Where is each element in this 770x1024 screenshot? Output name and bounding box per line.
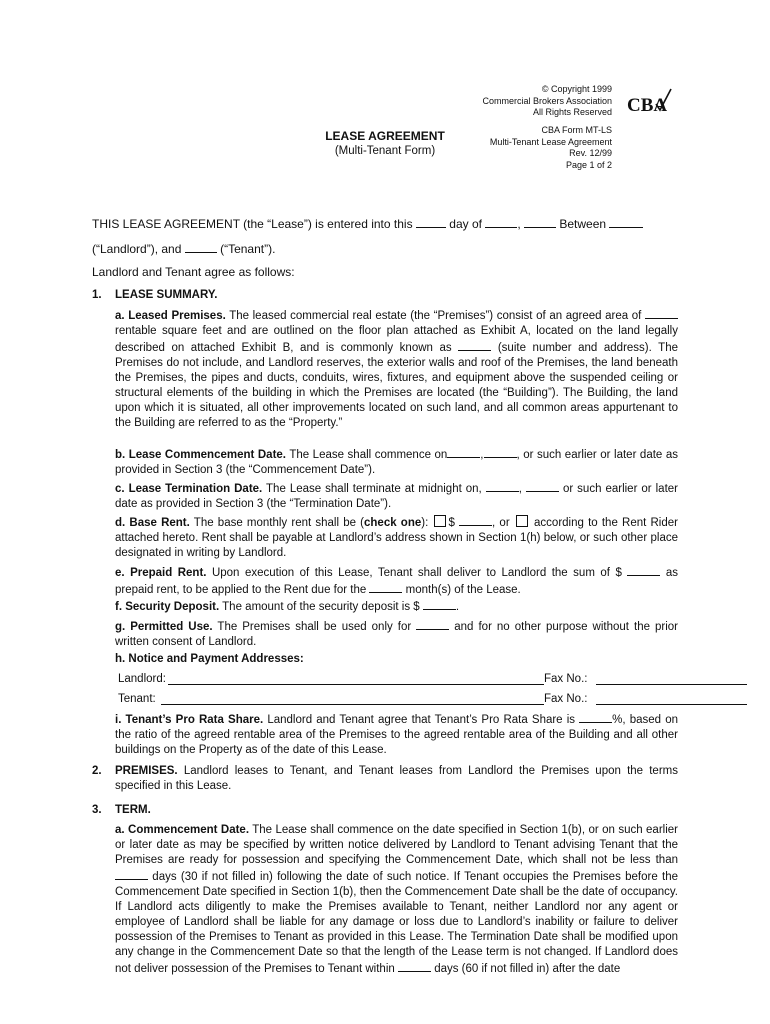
copyright-line: All Rights Reserved	[532, 107, 612, 117]
termination-year-field[interactable]	[526, 480, 559, 492]
clause-text: The Lease shall commence on the date specified in Section 1(b), or on such earlier or later date as may be specified by written notice delivered by Landlord to Tenant advising Tenant that the Premises are ready for possession and specifying the Commencement Date, which shall not be less than	[115, 824, 678, 866]
intro-text: THIS LEASE AGREEMENT (the “Lease”) is entered into this	[92, 217, 413, 231]
intro-text: day of	[449, 217, 482, 231]
prepaid-rent-field[interactable]	[627, 564, 660, 576]
form-info-line: Rev. 12/99	[569, 148, 612, 158]
intro-text: (“Landlord”), and	[92, 242, 182, 256]
landlord-address-field[interactable]	[168, 684, 544, 685]
check-one-label: check one	[364, 517, 422, 529]
tenant-name-field[interactable]	[185, 241, 217, 253]
tenant-fax-field[interactable]	[596, 704, 747, 705]
clause-text: days (60 if not filled in) after the date	[434, 963, 621, 975]
tenant-address-field[interactable]	[161, 704, 544, 705]
intro-line-3: Landlord and Tenant agree as follows:	[92, 265, 295, 279]
clause-permitted-use	[115, 618, 678, 650]
clause-heading: b. Lease Commencement Date.	[115, 449, 287, 461]
clause-text: , or	[492, 517, 510, 529]
commencement-date-field[interactable]	[447, 446, 480, 458]
clause-text: The leased commercial real estate (the “Premises”) consist of an agreed area of	[225, 310, 642, 322]
clause-text: Upon execution of this Lease, Tenant shall deliver to Landlord the sum of $	[206, 567, 622, 579]
landlord-address-label: Landlord:	[118, 673, 166, 685]
intro-text: Between	[559, 217, 607, 231]
clause-pro-rata-share	[115, 711, 678, 758]
notice-days-field[interactable]	[115, 868, 148, 880]
clause-termination-date: c. Lease Termination Date. The Lease shall terminate at midnight on, , or such earlier or later date as provided in Section 3 (the “Termination Date”).	[115, 480, 678, 512]
clause-text: .	[455, 601, 460, 613]
clause-security-deposit	[115, 598, 678, 615]
form-info-line: Page 1 of 2	[565, 159, 612, 170]
clause-text: days (30 if not filled in) following the date of such notice. If Tenant occupies the Premises before the Commencement Date specified in Section 1(b), then the Commencement Date shall be the date of occupancy. If Landlord acts diligently to make the Premises available to Tenant, neither Landlord nor any agent or employee of Landlord shall be liable for any damage or loss due to Landlord’s inability or failure to deliver possession of the Premises to Tenant as provided in this Lease. The Termination Date shall be modified upon any change in the Commencement Date so that the length of the Lease term is not changed. If Landlord does not deliver possession of the Premises to Tenant within	[115, 871, 678, 975]
clause-heading: d. Base Rent.	[115, 517, 190, 529]
document-title: LEASE AGREEMENT	[325, 129, 445, 143]
cba-logo	[626, 86, 672, 118]
intro-line-1	[92, 216, 643, 232]
clause-text: month(s) of the Lease.	[405, 584, 521, 596]
year-field[interactable]	[524, 216, 556, 228]
cba-logo-text: CBA	[627, 95, 668, 116]
copyright-line: Commercial Brokers Association	[482, 95, 612, 106]
clause-base-rent	[115, 514, 678, 561]
termination-date-field[interactable]	[486, 480, 519, 492]
clause-heading: e. Prepaid Rent.	[115, 567, 207, 579]
base-rent-amount-field[interactable]	[459, 514, 492, 526]
landlord-name-field[interactable]	[609, 216, 643, 228]
clause-text: or such earlier or later date as provided in Section 3 (the “Termination Date”).	[115, 483, 678, 510]
section-heading: PREMISES.	[115, 765, 178, 777]
clause-text: The amount of the security deposit is $	[219, 601, 420, 613]
clause-leased-premises	[115, 307, 678, 431]
clause-notice-addresses	[115, 652, 678, 667]
clause-heading: f. Security Deposit.	[115, 601, 220, 613]
clause-text: $	[448, 517, 455, 529]
square-feet-field[interactable]	[645, 307, 678, 319]
tenant-fax-label: Fax No.:	[544, 693, 588, 705]
intro-text: ,	[517, 217, 521, 231]
copyright-line: © Copyright 1999	[541, 84, 612, 94]
section-text: Landlord leases to Tenant, and Tenant leases from Landlord the Premises upon the terms specified in this Lease.	[115, 765, 678, 792]
delivery-days-field[interactable]	[398, 960, 431, 972]
landlord-fax-field[interactable]	[596, 684, 747, 685]
pro-rata-share-field[interactable]	[579, 711, 612, 723]
suite-field[interactable]	[458, 339, 491, 351]
clause-prepaid-rent	[115, 564, 678, 598]
section-number: 3.	[92, 804, 102, 816]
form-info-line: Multi-Tenant Lease Agreement	[489, 136, 612, 147]
clause-heading: g. Permitted Use.	[115, 621, 213, 633]
intro-text: (“Tenant”).	[220, 242, 276, 256]
form-info-line: CBA Form MT-LS	[541, 125, 612, 135]
clause-text: according to the Rent Rider attached hereto. Rent shall be payable at Landlord’s address shown in Section 1(h) below, or such other place designated in writing by Landlord.	[115, 517, 678, 559]
clause-text: Landlord and Tenant agree that Tenant’s Pro Rata Share is	[263, 714, 576, 726]
rent-rider-checkbox[interactable]	[516, 515, 528, 527]
clause-text: The Lease shall terminate at midnight on,	[262, 483, 482, 495]
clause-text: The Lease shall commence on	[286, 449, 448, 461]
day-field[interactable]	[416, 216, 446, 228]
clause-term-commencement	[115, 823, 678, 977]
clause-text: The Premises shall be used only for	[212, 621, 412, 633]
clause-heading: h. Notice and Payment Addresses:	[115, 653, 304, 665]
clause-heading: a. Leased Premises.	[115, 310, 226, 322]
copyright-notice	[392, 84, 612, 119]
prepaid-month-field[interactable]	[369, 581, 402, 593]
clause-text: , or such earlier or later date as provided in Section 3 (the “Commencement Date”).	[115, 449, 678, 476]
permitted-use-field[interactable]	[416, 618, 449, 630]
fixed-rent-checkbox[interactable]	[434, 515, 446, 527]
clause-heading: c. Lease Termination Date.	[115, 483, 263, 495]
clause-heading: i. Tenant’s Pro Rata Share.	[115, 714, 264, 726]
form-info	[392, 125, 612, 171]
clause-commencement-date: b. Lease Commencement Date. The Lease shall commence on , , or such earlier or later date as provided in Section 3 (the “Commencement Date”).	[115, 446, 678, 478]
clause-heading: a. Commencement Date.	[115, 824, 250, 836]
commencement-year-field[interactable]	[484, 446, 517, 458]
clause-text: ):	[421, 517, 429, 529]
clause-text: %, based on the ratio of the agreed rentable area of the Premises to the agreed rentable area of the Building and all other buildings on the Property as of the date of this Lease.	[115, 714, 678, 756]
document-subtitle: (Multi-Tenant Form)	[334, 145, 436, 157]
month-field[interactable]	[485, 216, 517, 228]
clause-text: and for no other purpose without the prior written consent of Landlord.	[115, 621, 679, 648]
tenant-address-label: Tenant:	[118, 693, 156, 705]
section-premises	[115, 764, 678, 794]
section-title: TERM.	[115, 804, 151, 816]
clause-text: rentable square feet and are outlined on the floor plan attached as Exhibit A, located on the land legally described on attached Exhibit B, and is commonly known as	[115, 325, 678, 354]
landlord-fax-label: Fax No.:	[544, 673, 588, 685]
intro-line-2	[92, 241, 275, 257]
clause-text: The base monthly rent shall be (	[189, 517, 364, 529]
section-number: 1.	[92, 289, 102, 301]
section-number: 2.	[92, 765, 102, 777]
clause-text: (suite number and address). The Premises do not include, and Landlord reserves, the exterior walls and roof of the Premises, the land beneath the Premises, the pipes and ducts, conduits, wires, fixtures, and equipment above the suspended ceiling or structural elements of the building in which the Premises are located (the “Building”). The Building, the land upon which it is situated, all other improvements located on such land, and all common areas appurtenant to the Building are referred to as the “Property.”	[115, 342, 679, 429]
clause-text: as prepaid rent, to be applied to the Rent due for the	[115, 567, 678, 596]
section-title: LEASE SUMMARY.	[115, 289, 218, 301]
security-deposit-field[interactable]	[423, 598, 456, 610]
